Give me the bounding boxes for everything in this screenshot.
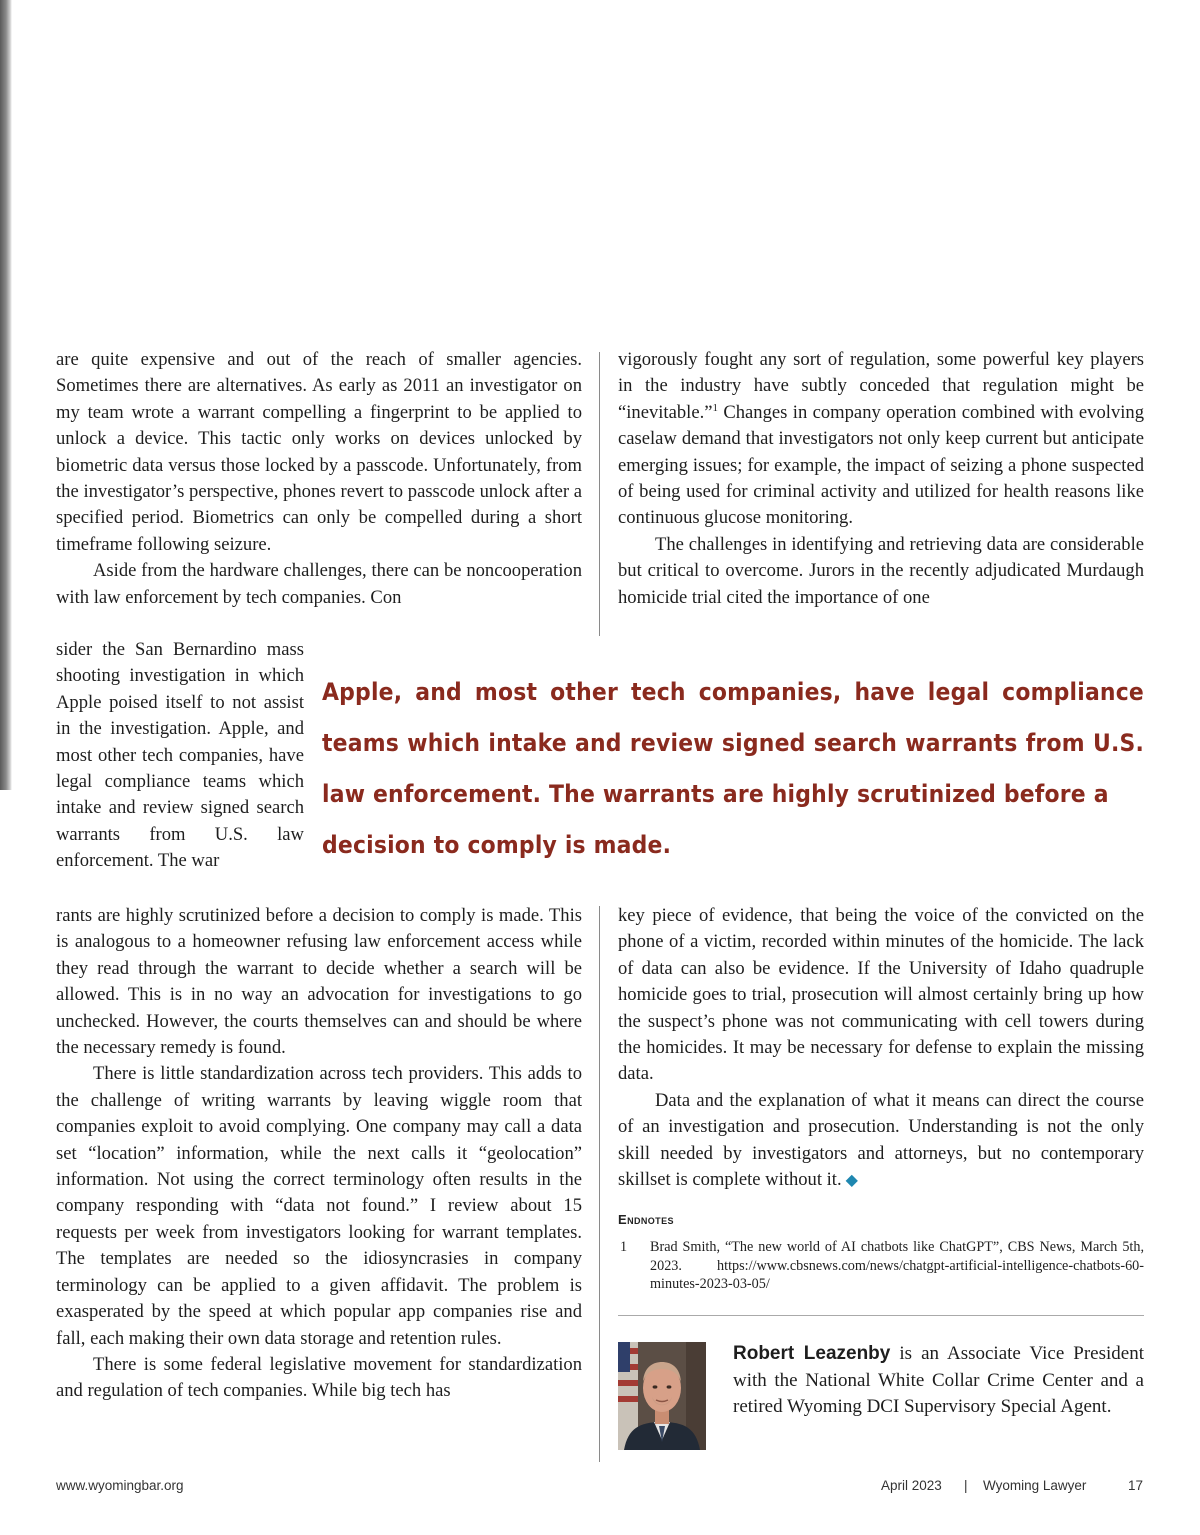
endnote-number: 1 [620, 1239, 628, 1255]
footer-page-number: 17 [1128, 1478, 1144, 1493]
right-column-bottom [618, 903, 1144, 1193]
page-edge-shadow [0, 0, 12, 790]
text-run: Data and the explanation of what it means can direct the course of an investigation and prosecution. Understanding is not the only skill needed by investigators and attorneys, but no contemporary skillset is complete without it. [618, 1089, 1144, 1191]
author-name: Robert Leazenby [733, 1343, 891, 1364]
text-run: vigorously fought any sort of regulation, some powerful key players in the industry have subtly conceded that regulation might be “inevitable.” [618, 349, 1144, 423]
paragraph [618, 347, 1144, 532]
pull-quote-last-line: decision to comply is made. [322, 830, 672, 859]
paragraph: key piece of evidence, that being the voice of the convicted on the phone of a victim, recorded within minutes of the homicide. The lack of data can also be evidence. If the University of Idaho quadruple homicide goes to trial, prosecution will almost certainly bring up how the suspect’s phone was not communicating with cell towers during the homicides. It may be necessary for defense to explain the missing data. [618, 905, 1144, 1085]
paragraph: rants are highly scrutinized before a decision to comply is made. This is analogous to a homeowner refusing law enforcement access while they read through the warrant to decide whether a search will be allowed. This is in no way an advocation for investigations to go unchecked. However, the courts themselves can and should be where the necessary remedy is found. [56, 905, 582, 1059]
endnote-reference: 1 [712, 401, 718, 414]
column-rule-bottom [599, 906, 600, 1462]
left-column-narrow [56, 637, 304, 875]
endnote-item [618, 1238, 1144, 1294]
end-of-article-diamond-icon: ◆ [845, 1170, 858, 1190]
paragraph: There is little standardization across tech providers. This adds to the challenge of writing warrants by leaving wiggle room that companies exploit to avoid complying. One company may call a data set “location” information, while the next calls it “geolocation” information. Not using the correct terminology often results in the company responding with “data not found.” I review about 15 requests per week from investigators looking for warrant templates. The templates are needed so the idiosyncrasies in company terminology can be applied to a given affidavit. The problem is exasperated by the speed at which popular app companies rise and fall, each making their own data storage and retention rules. [56, 1063, 582, 1349]
author-portrait-image [618, 1342, 706, 1450]
pull-quote-text: Apple, and most other tech companies, have legal compliance teams which intake and review signed search warrants from U.S. law enforcement. The warrants are highly scrutinized before a [322, 677, 1144, 808]
paragraph: sider the San Bernardino mass shooting investigation in which Apple poised itself to not assist in the investigation. Apple, and most other tech companies, have legal compliance teams which intake and review signed search warrants from U.S. law enforcement. The war [56, 639, 304, 872]
pull-quote [322, 666, 1144, 870]
author-bio-text: is an Associate Vice President with the National White Collar Crime Center and a retired Wyoming DCI Supervisory Special Agent. [733, 1343, 1144, 1417]
author-bio [733, 1341, 1144, 1421]
footer-issue-date: April 2023 [881, 1478, 942, 1493]
paragraph: There is some federal legislative movement for standardization and regulation of tech companies. While big tech has [56, 1353, 582, 1402]
footer-website: www.wyomingbar.org [56, 1478, 184, 1493]
paragraph: The challenges in identifying and retrieving data are considerable but critical to overcome. Jurors in the recently adjudicated Murdaugh homicide trial cited the importance of one [618, 533, 1144, 608]
divider [618, 1315, 1144, 1316]
paragraph [618, 1088, 1144, 1194]
paragraph: are quite expensive and out of the reach of smaller agencies. Sometimes there are alternatives. As early as 2011 an investigator on my team wrote a warrant compelling a fingerprint to be applied to unlock a device. This tactic only works on devices unlocked by biometric data versus those locked by a passcode. Unfortunately, from the investigator’s perspective, phones revert to passcode unlock after a specified period. Biometrics can only be compelled during a short timeframe following seizure. [56, 349, 582, 555]
endnote-text: Brad Smith, “The new world of AI chatbots like ChatGPT”, CBS News, March 5th, 2023. https://www.cbsnews.com/news/chatgpt-artificial-intelligence-chatbots-60-minutes-2023-03-05/ [650, 1239, 1144, 1292]
paragraph: Aside from the hardware challenges, there can be noncooperation with law enforcement by tech companies. Con [56, 560, 582, 608]
footer-publication: Wyoming Lawyer [983, 1478, 1087, 1493]
text-run: Changes in company operation combined with evolving caselaw demand that investigators not only keep current but anticipate emerging issues; for example, the impact of seizing a phone suspected of being used for criminal activity and utilized for health reasons like continuous glucose monitoring. [618, 401, 1144, 529]
column-rule-top [599, 352, 600, 636]
endnotes-heading: Endnotes [618, 1212, 674, 1227]
right-column-top [618, 347, 1144, 611]
left-column-bottom [56, 903, 582, 1405]
footer-separator: | [964, 1478, 968, 1493]
left-column-top [56, 347, 582, 611]
author-photo [618, 1342, 706, 1450]
